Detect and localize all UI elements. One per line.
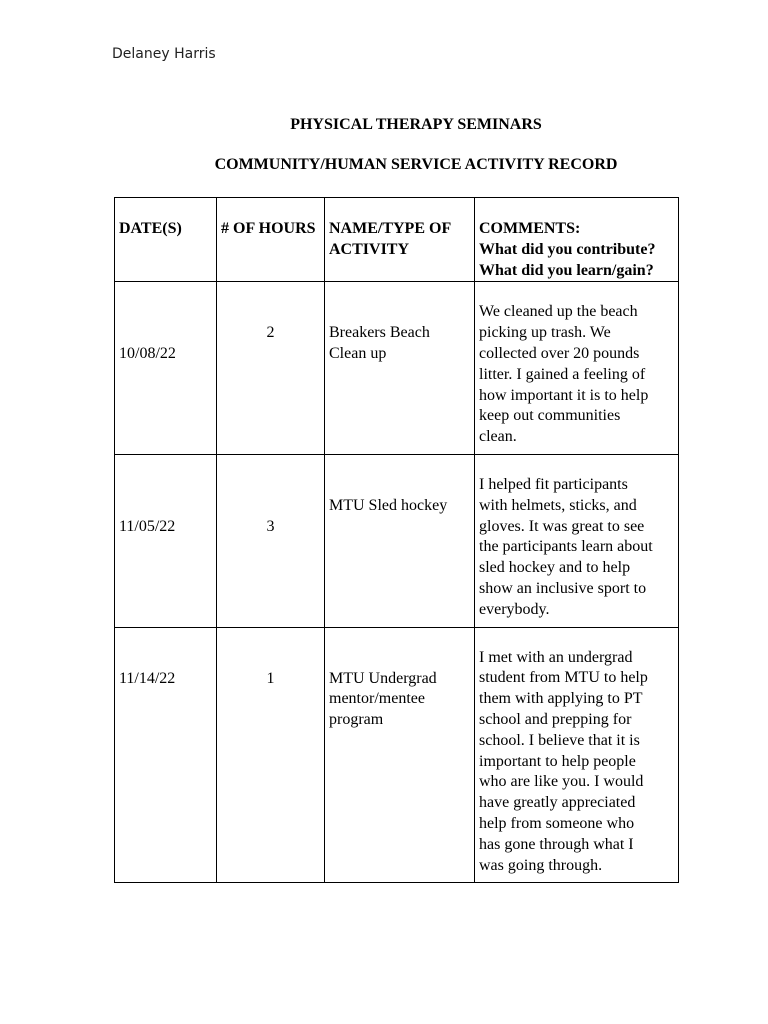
table-header-row [115, 198, 679, 282]
activity-record-table [114, 197, 679, 883]
table-row [115, 627, 679, 883]
cell-date: 10/08/22 [115, 282, 217, 455]
cell-date: 11/05/22 [115, 454, 217, 627]
author-name: Delaney Harris [112, 46, 216, 62]
table-row [115, 454, 679, 627]
cell-hours: 3 [217, 454, 325, 627]
header-hours: # OF HOURS [217, 198, 325, 282]
document-subtitle: COMMUNITY/HUMAN SERVICE ACTIVITY RECORD [214, 156, 618, 173]
cell-hours: 1 [217, 627, 325, 883]
cell-activity: MTU Sled hockey [325, 454, 475, 627]
cell-activity: MTU Undergrad mentor/mentee program [325, 627, 475, 883]
document-title: PHYSICAL THERAPY SEMINARS [290, 116, 542, 133]
header-date: DATE(S) [115, 198, 217, 282]
cell-activity: Breakers Beach Clean up [325, 282, 475, 455]
cell-hours: 2 [217, 282, 325, 455]
cell-date: 11/14/22 [115, 627, 217, 883]
table-row [115, 282, 679, 455]
cell-comments: We cleaned up the beach picking up trash. We collected over 20 pounds litter. I gained a feeling of how important it is to help keep out communities clean. [475, 282, 679, 455]
cell-comments: I helped fit participants with helmets, sticks, and gloves. It was great to see the participants learn about sled hockey and to help show an inclusive sport to everybody. [475, 454, 679, 627]
header-activity: NAME/TYPE OF ACTIVITY [325, 198, 475, 282]
header-comments: COMMENTS: What did you contribute? What did you learn/gain? [475, 198, 679, 282]
cell-comments: I met with an undergrad student from MTU to help them with applying to PT school and prepping for school. I believe that it is important to help people who are like you. I would have greatly appreciated help from someone who has gone through what I was going through. [475, 627, 679, 883]
